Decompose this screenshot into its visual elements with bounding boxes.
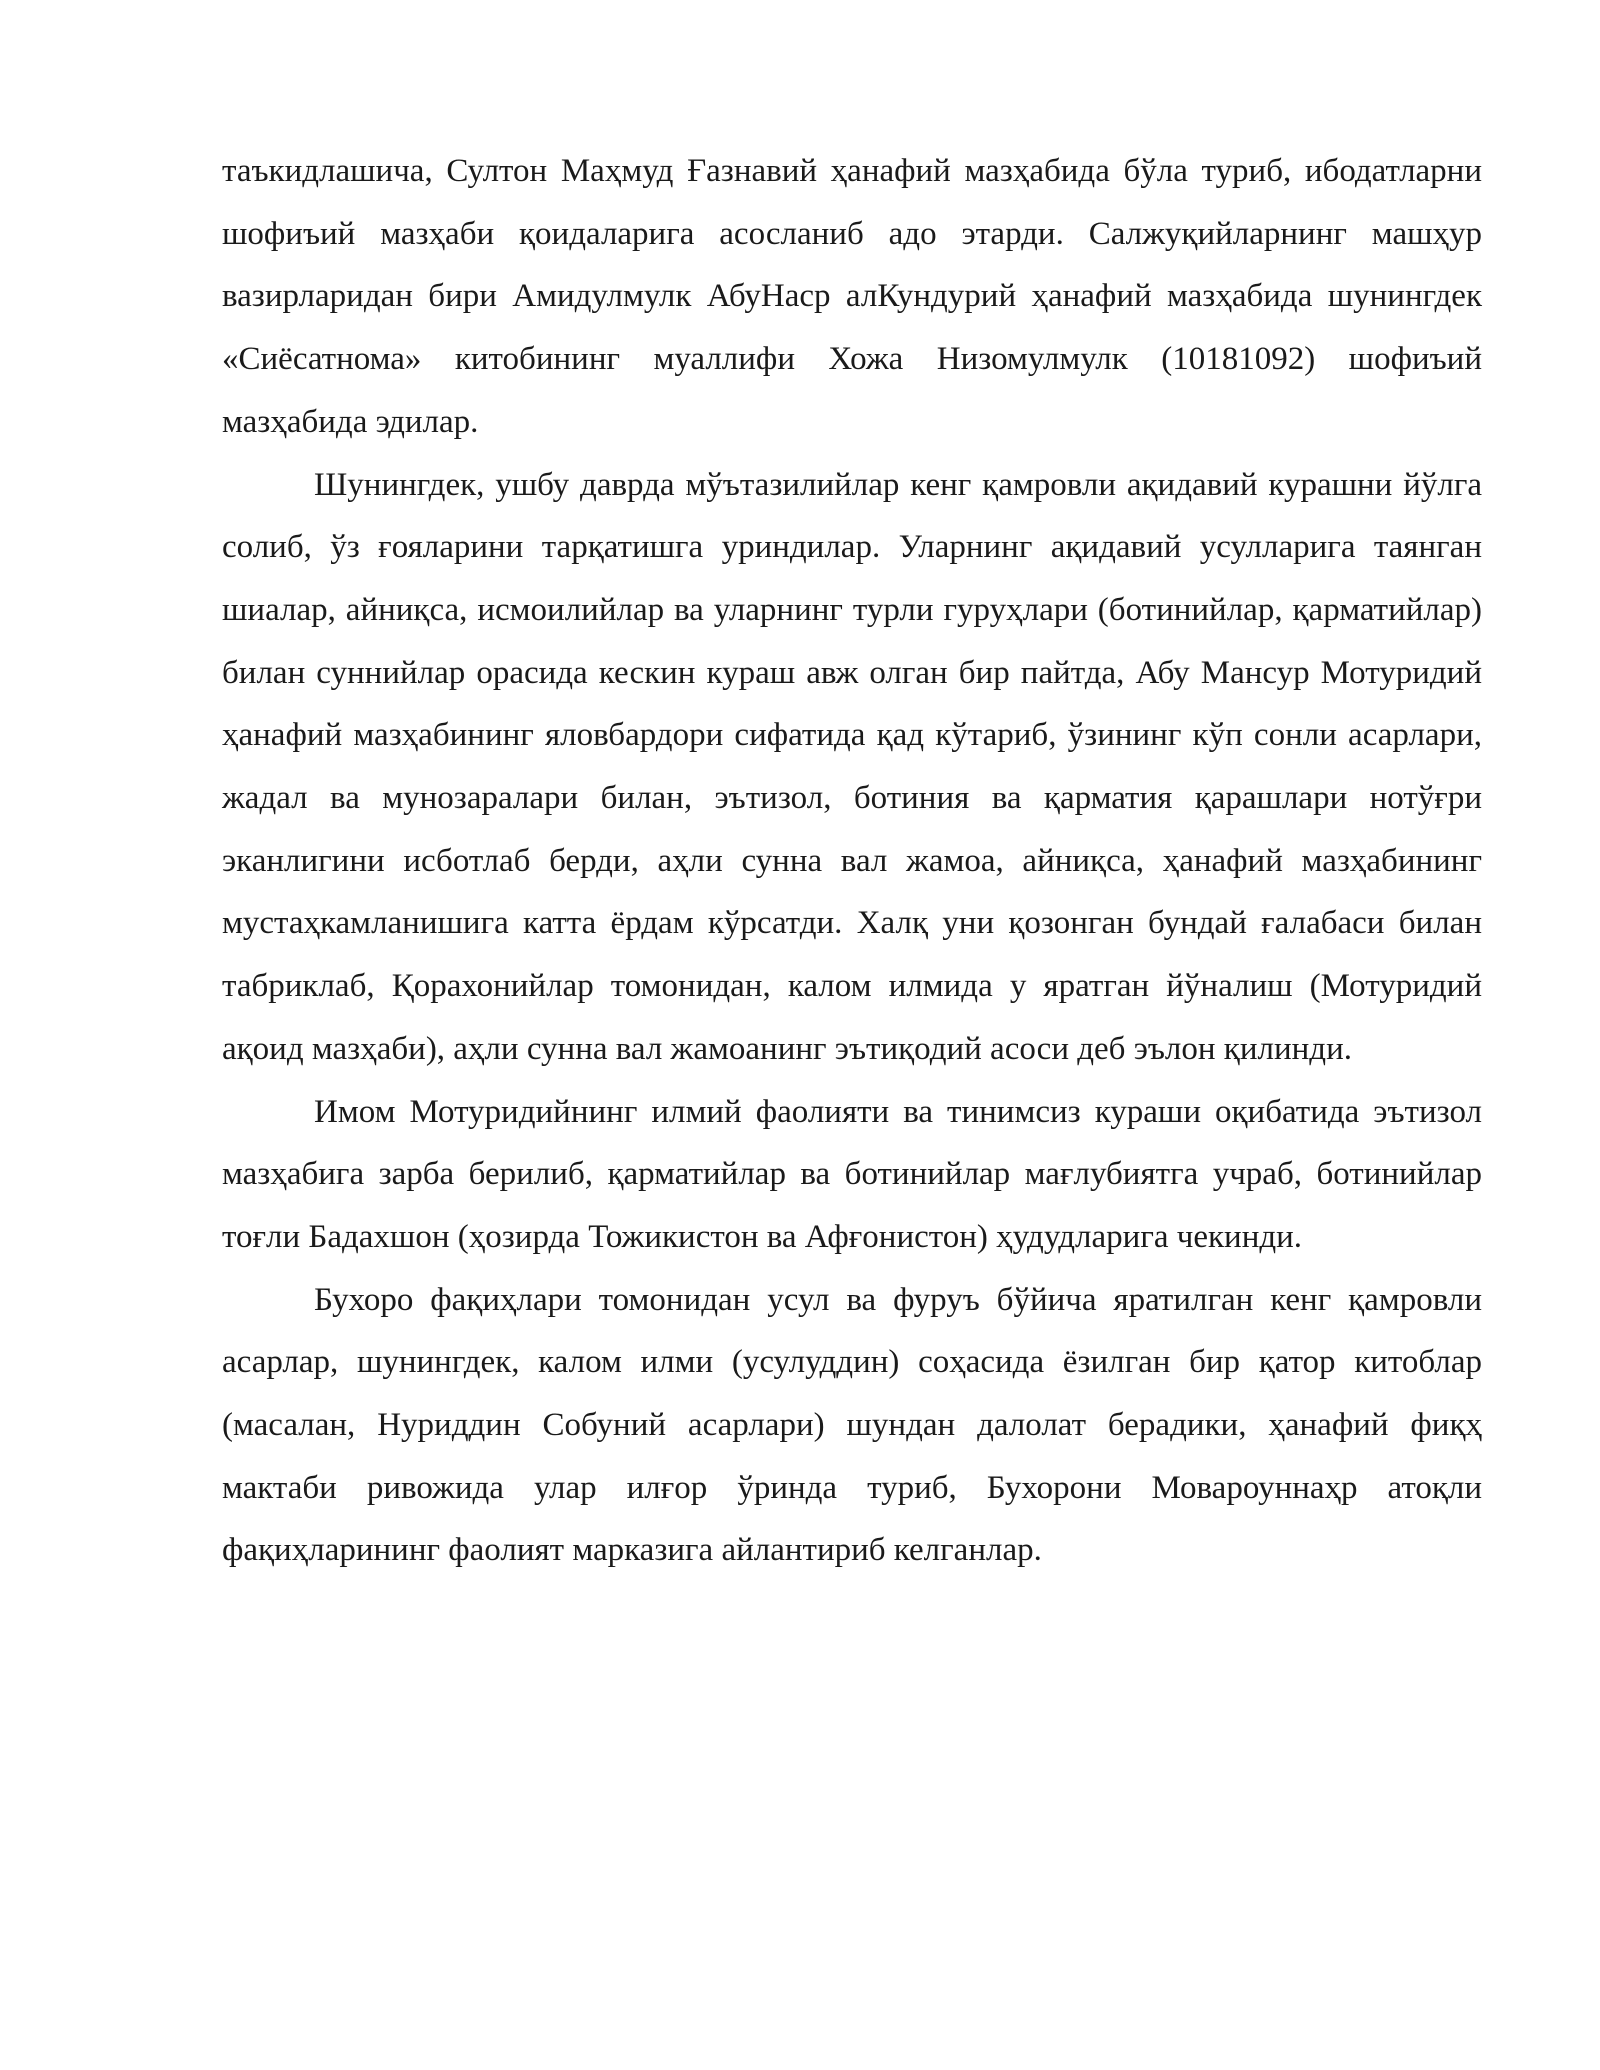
paragraph-1: таъкидлашича, Султон Маҳмуд Ғазнавий ҳанафий мазҳабида бўла туриб, ибодатларни шофиъий мазҳаби қоидаларига асосланиб адо этарди. Салжуқийларнинг машҳур вазирларидан бири Амидулмулк АбуНаср алКундурий ҳанафий мазҳабида шунингдек «Сиёсатнома» китобининг муаллифи Хожа Низомулмулк (10181092) шофиъий мазҳабида эдилар. bbox=[222, 153, 1482, 440]
paragraph-2: Шунингдек, ушбу даврда мўътазилийлар кенг қамровли ақидавий курашни йўлга солиб, ўз ғояларини тарқатишга уриндилар. Уларнинг ақидавий усулларига таянган шиалар, айниқса, исмоилийлар ва уларнинг турли гуруҳлари (ботинийлар, қарматийлар) билан суннийлар орасида кескин кураш авж олган бир пайтда, Абу Мансур Мотуридий ҳанафий мазҳабининг яловбардори сифатида қад кўтариб, ўзининг кўп сонли асарлари, жадал ва мунозаралари билан, эътизол, ботиния ва қарматия қарашлари нотўғри эканлигини исботлаб берди, аҳли сунна вал жамоа, айниқса, ҳанафий мазҳабининг мустаҳкамланишига катта ёрдам кўрсатди. Халқ уни қозонган бундай ғалабаси билан табриклаб, Қорахонийлар томонидан, калом илмида у яратган йўналиш (Мотуридий ақоид мазҳаби), аҳли сунна вал жамоанинг эътиқодий асоси деб эълон қилинди. bbox=[222, 466, 1482, 1067]
paragraph-3: Имом Мотуридийнинг илмий фаолияти ва тинимсиз кураши оқибатида эътизол мазҳабига зарба берилиб, қарматийлар ва ботинийлар мағлубиятга учраб, ботинийлар тоғли Бадахшон (ҳозирда Тожикистон ва Афғонистон) ҳудудларига чекинди. bbox=[222, 1093, 1482, 1255]
document-body bbox=[222, 140, 1482, 1582]
paragraph-4: Бухоро фақиҳлари томонидан усул ва фуруъ бўйича яратилган кенг қамровли асарлар, шунингдек, калом илми (усулуддин) соҳасида ёзилган бир қатор китоблар (масалан, Нуриддин Собуний асарлари) шундан далолат берадики, ҳанафий фиқҳ мактаби ривожида улар илғор ўринда туриб, Бухорони Мовароуннаҳр атоқли фақиҳларининг фаолият марказига айлантириб келганлар. bbox=[222, 1281, 1482, 1569]
